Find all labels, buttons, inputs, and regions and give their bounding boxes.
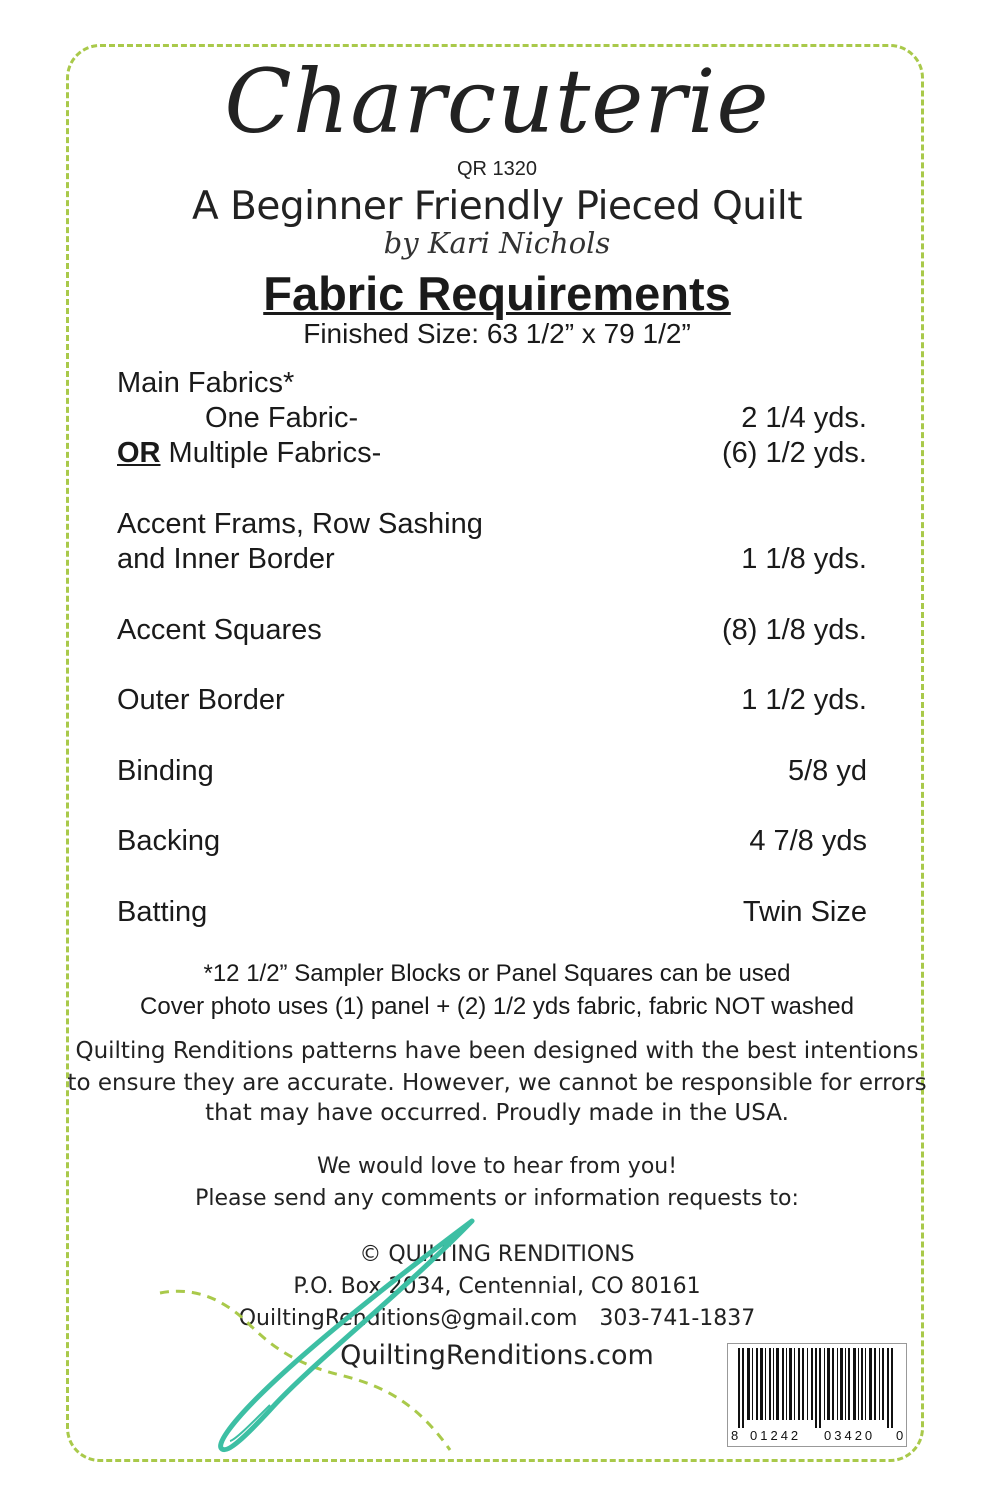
- accent-frames-label-line2: and Inner Border: [117, 543, 335, 575]
- barcode-right-digits: 03420: [824, 1428, 876, 1443]
- pattern-sku: QR 1320: [456, 158, 538, 180]
- note-cover-photo: Cover photo uses (1) panel + (2) 1/2 yds fabric, fabric NOT washed: [140, 993, 854, 1020]
- barcode-trail-digit: 0: [896, 1428, 904, 1443]
- main-fabrics-label: Main Fabrics*: [117, 367, 295, 399]
- binding-amount: 5/8 yd: [788, 755, 867, 787]
- batting-amount: Twin Size: [742, 896, 867, 928]
- outer-border-amount: 1 1/2 yds.: [741, 684, 867, 716]
- accent-frames-label-line1: Accent Frams, Row Sashing: [117, 508, 483, 540]
- accent-squares-amount: (8) 1/8 yds.: [721, 614, 867, 646]
- or-emphasis: OR: [117, 437, 161, 469]
- company-name: © QUILTING RENDITIONS: [359, 1242, 635, 1267]
- accent-frames-amount: 1 1/8 yds.: [741, 543, 867, 575]
- pattern-author: by Kari Nichols: [383, 226, 611, 260]
- fabric-requirements-heading: Fabric Requirements: [263, 267, 731, 320]
- disclaimer-line2: to ensure they are accurate. However, we cannot be responsible for errors: [67, 1070, 927, 1096]
- finished-size: Finished Size: 63 1/2” x 79 1/2”: [303, 318, 691, 349]
- binding-label: Binding: [117, 755, 214, 787]
- needle-thread-icon: [150, 1215, 480, 1465]
- multiple-fabrics-label: [117, 437, 381, 470]
- one-fabric-amount: 2 1/4 yds.: [741, 402, 867, 434]
- pattern-title: Charcuterie: [224, 50, 770, 153]
- barcode-left-digits: 01242: [750, 1428, 802, 1443]
- one-fabric-label: One Fabric-: [205, 402, 359, 434]
- pattern-subtitle: A Beginner Friendly Pieced Quilt: [192, 184, 802, 229]
- contact-request: Please send any comments or information requests to:: [195, 1186, 799, 1211]
- backing-amount: 4 7/8 yds: [749, 825, 867, 857]
- outer-border-label: Outer Border: [117, 684, 285, 716]
- barcode-bars: [734, 1348, 902, 1428]
- disclaimer-line1: Quilting Renditions patterns have been designed with the best intentions: [75, 1038, 919, 1064]
- barcode-lead-digit: 8: [731, 1428, 739, 1443]
- barcode: [727, 1343, 907, 1447]
- note-sampler-blocks: *12 1/2” Sampler Blocks or Panel Squares can be used: [203, 960, 791, 987]
- multiple-fabrics-text: Multiple Fabrics-: [160, 437, 382, 469]
- website-link[interactable]: QuiltingRenditions.com: [340, 1340, 654, 1371]
- contact-phone: 303-741-1837: [599, 1306, 756, 1331]
- multiple-fabrics-amount: (6) 1/2 yds.: [721, 437, 867, 469]
- disclaimer-line3: that may have occurred. Proudly made in the USA.: [205, 1100, 789, 1126]
- company-address: P.O. Box 2034, Centennial, CO 80161: [293, 1274, 701, 1299]
- backing-label: Backing: [117, 825, 221, 857]
- contact-intro: We would love to hear from you!: [316, 1154, 678, 1179]
- contact-email[interactable]: QuiltingRenditions@gmail.com: [238, 1306, 578, 1331]
- accent-squares-label: Accent Squares: [117, 614, 322, 646]
- batting-label: Batting: [117, 896, 208, 928]
